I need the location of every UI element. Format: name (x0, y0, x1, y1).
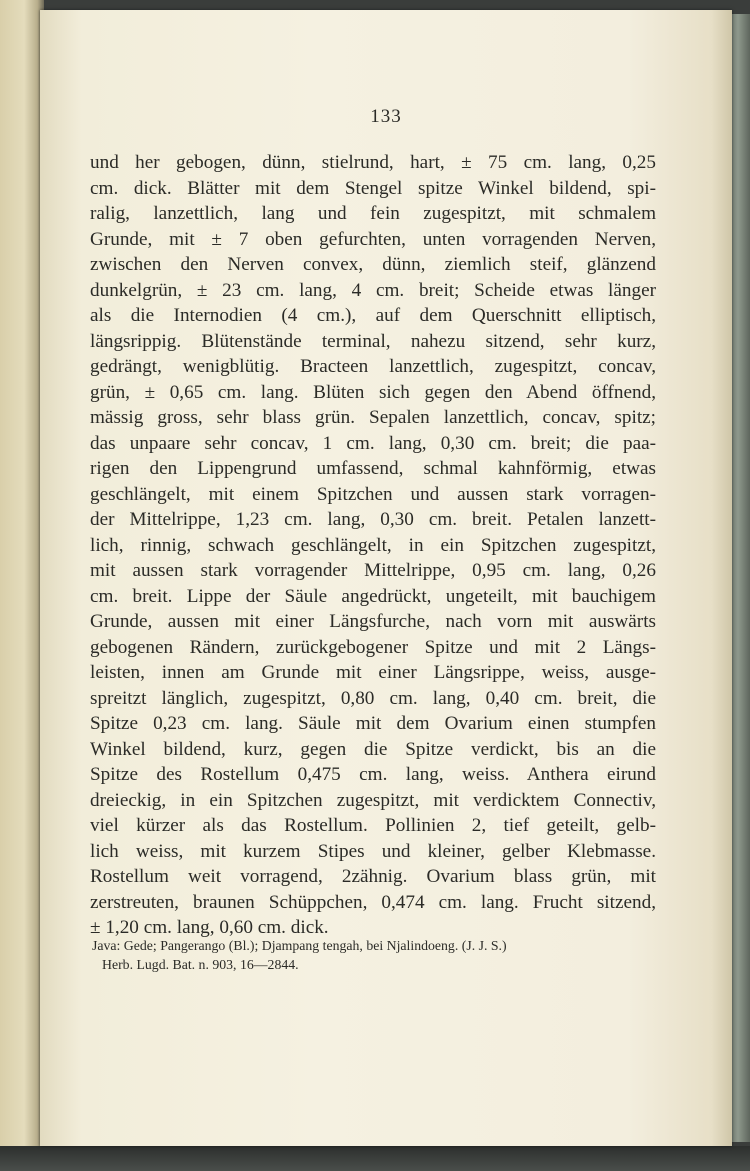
page-number: 133 (370, 106, 402, 127)
text-line: cm. dick. Blätter mit dem Stengel spitze Winkel bildend, spi- (90, 177, 656, 199)
text-line: lich, rinnig, schwach geschlängelt, in ein Spitzchen zugespitzt, (90, 534, 656, 556)
text-line: rigen den Lippengrund umfassend, schmal kahnförmig, etwas (90, 458, 656, 479)
text-line: viel kürzer als das Rostellum. Pollinien 2, tief geteilt, gelb- (90, 815, 656, 836)
text-line: grün, ± 0,65 cm. lang. Blüten sich gegen den Abend öffnend, (90, 381, 656, 403)
text-line: Spitze 0,23 cm. lang. Säule mit dem Ovarium einen stumpfen (90, 713, 656, 734)
text-line: zerstreuten, braunen Schüppchen, 0,474 cm. lang. Frucht sitzend, (90, 891, 656, 913)
text-line: spreitzt länglich, zugespitzt, 0,80 cm. lang, 0,40 cm. breit, die (90, 687, 656, 709)
text-line: ± 1,20 cm. lang, 0,60 cm. dick. (90, 917, 329, 938)
text-line: Grunde, aussen mit einer Längsfurche, nach vorn mit auswärts (90, 611, 656, 632)
text-line: das unpaare sehr concav, 1 cm. lang, 0,30 cm. breit; die paa- (90, 432, 656, 454)
text-line: gebogenen Rändern, zurückgebogener Spitze und mit 2 Längs- (90, 636, 656, 658)
facing-page-edge (0, 0, 44, 1171)
text-line: Rostellum weit vorragend, 2zähnig. Ovarium blass grün, mit (90, 866, 656, 887)
herbarium-reference: Herb. Lugd. Bat. n. 903, 16—2844. (102, 957, 299, 972)
text-line: lich weiss, mit kurzem Stipes und kleiner, gelber Klebmasse. (90, 840, 656, 862)
text-line: mit aussen stark vorragender Mittelrippe, 0,95 cm. lang, 0,26 (90, 560, 656, 581)
text-line: Grunde, mit ± 7 oben gefurchten, unten vorragenden Nerven, (90, 228, 656, 250)
text-line: geschlängelt, mit einem Spitzchen und aussen stark vorragen- (90, 483, 656, 505)
text-line: leisten, innen am Grunde mit einer Längsrippe, weiss, ausge- (90, 662, 656, 683)
text-line: zwischen den Nerven convex, dünn, ziemlich steif, glänzend (90, 254, 656, 275)
text-line: längsrippig. Blütenstände terminal, nahezu sitzend, sehr kurz, (90, 330, 656, 352)
text-line: Winkel bildend, kurz, gegen die Spitze verdickt, bis an die (90, 738, 656, 760)
text-line: mässig gross, sehr blass grün. Sepalen lanzettlich, concav, spitz; (90, 407, 656, 428)
scan-background (0, 1146, 750, 1171)
text-line: Spitze des Rostellum 0,475 cm. lang, weiss. Anthera eirund (90, 764, 656, 785)
text-line: ralig, lanzettlich, lang und fein zugespitzt, mit schmalem (90, 203, 656, 224)
text-line: dreieckig, in ein Spitzchen zugespitzt, mit verdicktem Connectiv, (90, 789, 656, 811)
book-cover-edge (730, 14, 750, 1142)
text-line: der Mittelrippe, 1,23 cm. lang, 0,30 cm. breit. Petalen lanzett- (90, 509, 656, 530)
book-page (40, 10, 732, 1146)
text-line: als die Internodien (4 cm.), auf dem Querschnitt elliptisch, (90, 305, 656, 326)
text-line: gedrängt, wenigblütig. Bracteen lanzettlich, zugespitzt, concav, (90, 356, 656, 377)
text-line: cm. breit. Lippe der Säule angedrückt, ungeteilt, mit bauchigem (90, 585, 656, 607)
specimen-locality: Java: Gede; Pangerango (Bl.); Djampang tengah, bei Njalindoeng. (J. J. S.) (92, 938, 507, 953)
specimen-note (92, 936, 652, 974)
text-line: und her gebogen, dünn, stielrund, hart, ± 75 cm. lang, 0,25 (90, 152, 656, 173)
text-line: dunkelgrün, ± 23 cm. lang, 4 cm. breit; Scheide etwas länger (90, 279, 656, 301)
body-text (90, 150, 656, 941)
